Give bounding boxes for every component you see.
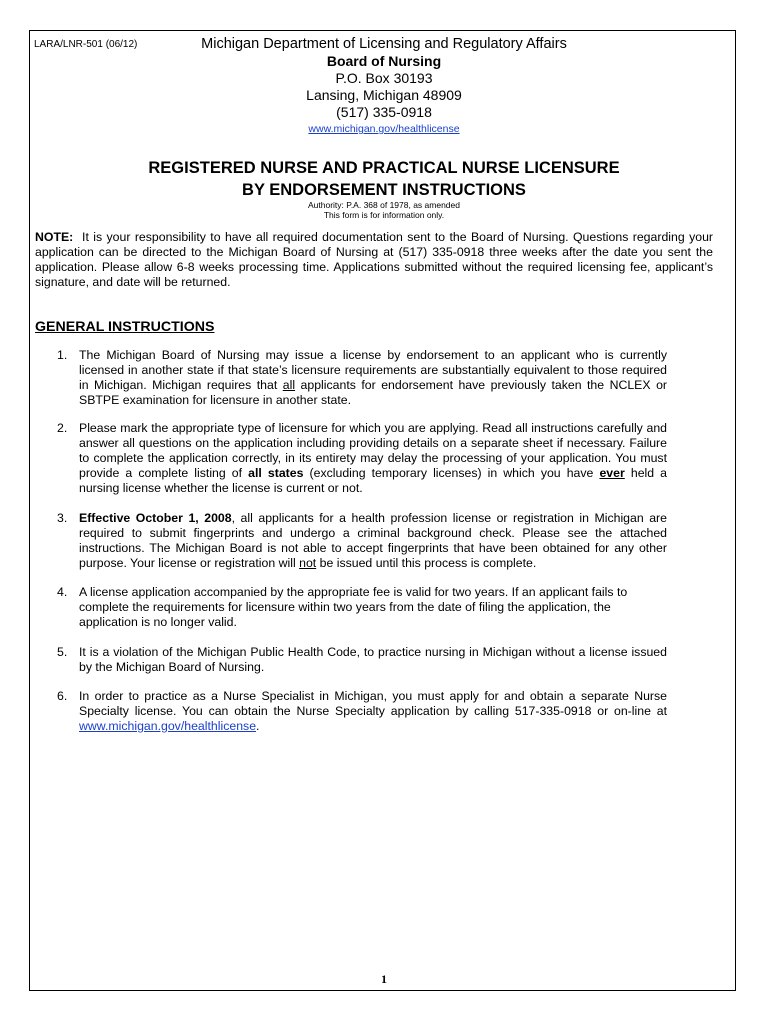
list-item [57, 645, 667, 675]
item-emphasis: ever [599, 466, 625, 480]
agency-header [130, 36, 638, 136]
list-item [57, 421, 667, 496]
item-emphasis: not [299, 556, 317, 570]
department-name: Michigan Department of Licensing and Regulatory Affairs [201, 36, 567, 52]
header-website-link[interactable]: www.michigan.gov/healthlicense [308, 123, 460, 135]
note-text: It is your responsibility to have all required documentation sent to the Board of Nursing. Questions regarding your application can be directed to the Michigan Board of Nursing at (517) 335-0918 three weeks after the date you sent the application. Please allow 6-8 weeks processing time. Applications submitted without the required licensing fee, applicant’s signature, and date will be returned. [35, 230, 713, 289]
item-text-part: applicants for endorsement have previously taken the NCLEX or SBTPE examination for licensure in another state. [79, 378, 668, 407]
note-paragraph [35, 230, 713, 290]
authority-block [40, 200, 728, 220]
item-emphasis: Effective October 1, 2008 [79, 511, 232, 525]
item-number: 2. [57, 421, 68, 435]
item-number: 1. [57, 348, 68, 362]
list-item [57, 689, 667, 734]
item-text-part: , all applicants for a health profession license or registration in Michigan are required to submit fingerprints and undergo a criminal background check. Please see the attached instructions. The Michigan Board is not able to accept fingerprints that have been obtained for any other purpose. Your license or registration will [79, 511, 667, 570]
item-text-part: Please mark the appropriate type of licensure for which you are applying. Read all instructions carefully and answer all questions on the application including providing details on a separate sheet if necessary. Failure to complete the application correctly, in its entirety may delay the processing of your application. You must provide a complete listing of [79, 421, 667, 480]
note-label: NOTE: [35, 230, 74, 244]
list-item [57, 348, 667, 408]
item-text: A license application accompanied by the appropriate fee is valid for two years. If an applicant fails to complete the requirements for licensure within two years from the date of filing the application, the application is no longer valid. [79, 585, 628, 629]
board-name: Board of Nursing [326, 53, 442, 69]
item-text [79, 511, 667, 571]
po-box: P.O. Box 30193 [335, 70, 433, 86]
item-text: It is a violation of the Michigan Public Health Code, to practice nursing in Michigan without a license issued by the Michigan Board of Nursing. [79, 645, 667, 674]
item-text-part: In order to practice as a Nurse Specialist in Michigan, you must apply for and obtain a separate Nurse Specialty license. You can obtain the Nurse Specialty application by calling 517-335-0918 or on-line at [79, 689, 667, 718]
title-line-1: REGISTERED NURSE AND PRACTICAL NURSE LICENSURE [148, 159, 620, 177]
item-text [79, 421, 667, 496]
title-line-2: BY ENDORSEMENT INSTRUCTIONS [242, 181, 526, 199]
item-text-part: . [256, 719, 260, 733]
item-number: 3. [57, 511, 68, 525]
document-title [40, 157, 728, 201]
item-text [79, 689, 667, 734]
item-emphasis: all states [248, 466, 304, 480]
item-emphasis: all [282, 378, 296, 392]
list-item [57, 585, 667, 630]
item-text-part: be issued until this process is complete. [316, 556, 537, 570]
phone-number: (517) 335-0918 [336, 104, 432, 120]
authority-text: Authority: P.A. 368 of 1978, as amended [307, 200, 460, 210]
item-text-part: (excluding temporary licenses) in which you have [303, 466, 600, 480]
page-number: 1 [381, 972, 387, 986]
form-id: LARA/LNR-501 (06/12) [34, 39, 138, 50]
item-number: 4. [57, 585, 68, 599]
item-text-part: The Michigan Board of Nursing may issue a license by endorsement to an applicant who is currently licensed in another state if that state’s licensure requirements are substantially equivalent to those required in Michigan. Michigan requires that [79, 348, 667, 392]
item-number: 6. [57, 689, 68, 703]
city-address: Lansing, Michigan 48909 [306, 87, 462, 103]
list-item [57, 511, 667, 571]
item-text-part: held a nursing license whether the license is current or not. [79, 466, 668, 495]
website-link[interactable]: www.michigan.gov/healthlicense [79, 719, 257, 733]
item-number: 5. [57, 645, 68, 659]
info-only-text: This form is for information only. [323, 210, 445, 220]
item-text [79, 348, 667, 408]
section-heading: GENERAL INSTRUCTIONS [35, 319, 215, 335]
